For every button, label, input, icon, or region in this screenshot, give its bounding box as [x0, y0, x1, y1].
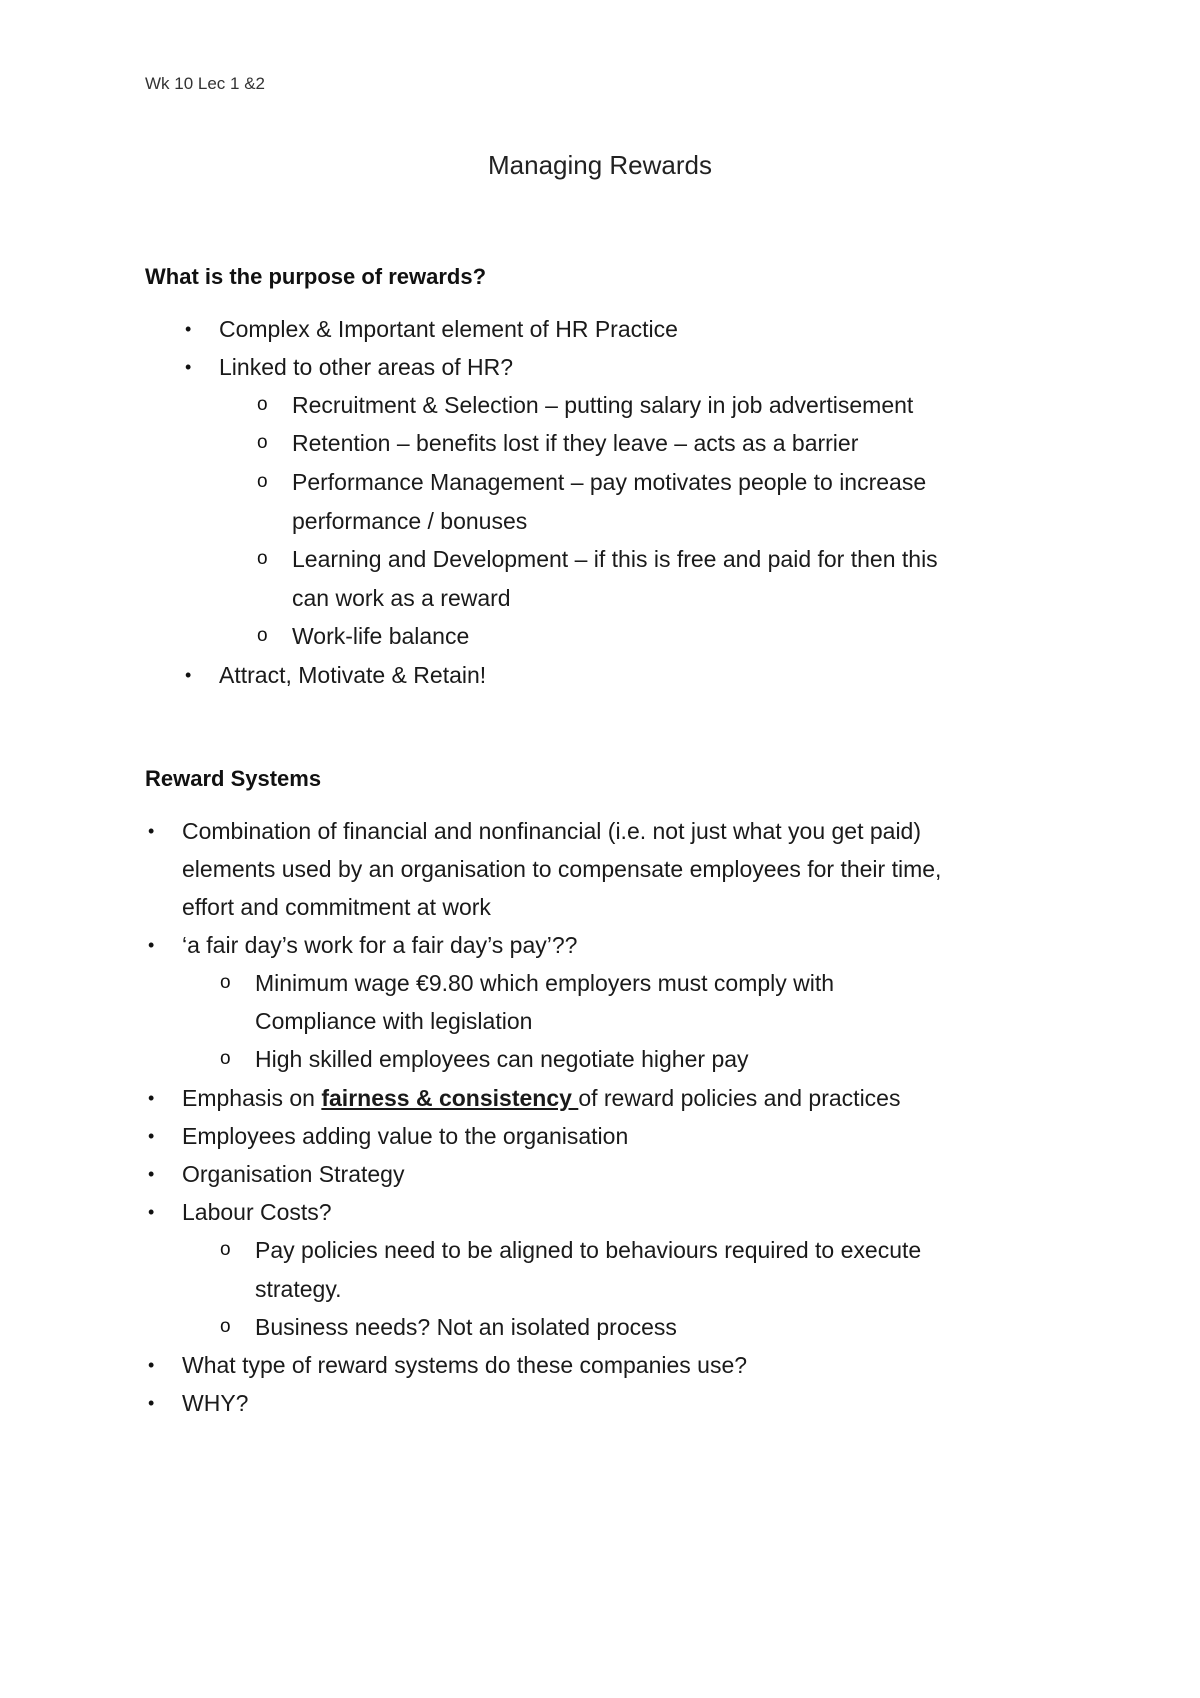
list-item: What type of reward systems do these companies use?: [182, 1352, 748, 1378]
sub-bullet-icon: o: [257, 432, 268, 453]
list-item: Labour Costs?: [182, 1199, 332, 1225]
list-item-continued: elements used by an organisation to compensate employees for their time,: [182, 856, 942, 882]
sub-bullet-icon: o: [257, 471, 268, 492]
sub-bullet-icon: o: [257, 548, 268, 569]
sub-list-item: Learning and Development – if this is free and paid for then this: [292, 546, 938, 572]
emphasis-underlined-text: fairness & consistency: [321, 1085, 579, 1111]
sub-list-item: High skilled employees can negotiate higher pay: [255, 1046, 749, 1072]
sub-bullet-icon: o: [220, 1239, 231, 1260]
sub-list-item: Minimum wage €9.80 which employers must comply with: [255, 970, 835, 996]
list-item: Attract, Motivate & Retain!: [219, 662, 487, 688]
list-item: ‘a fair day’s work for a fair day’s pay’??: [182, 932, 578, 958]
sub-bullet-icon: o: [220, 1316, 231, 1337]
sub-bullet-icon: o: [257, 394, 268, 415]
bullet-icon: •: [148, 1164, 155, 1184]
section-heading-reward-systems: Reward Systems: [145, 766, 322, 791]
page-title: Managing Rewards: [487, 150, 712, 180]
sub-bullet-icon: o: [220, 972, 231, 993]
sub-list-item: Work-life balance: [292, 623, 470, 649]
sub-bullet-icon: o: [220, 1048, 231, 1069]
sub-list-item-continued: can work as a reward: [292, 585, 511, 611]
list-item: Employees adding value to the organisation: [182, 1123, 629, 1149]
emphasis-prefix: Emphasis on: [182, 1085, 322, 1111]
bullet-icon: •: [148, 821, 155, 841]
list-item: Organisation Strategy: [182, 1161, 405, 1187]
bullet-icon: •: [185, 357, 192, 377]
bullet-icon: •: [148, 1126, 155, 1146]
emphasis-suffix: of reward policies and practices: [578, 1085, 901, 1111]
bullet-icon: •: [148, 1355, 155, 1375]
bullet-icon: •: [185, 665, 192, 685]
bullet-icon: •: [148, 1088, 155, 1108]
sub-list-item-continued: strategy.: [255, 1276, 342, 1302]
bullet-icon: •: [148, 1202, 155, 1222]
list-item: Linked to other areas of HR?: [219, 354, 514, 380]
sub-list-item: Retention – benefits lost if they leave – acts as a barrier: [292, 430, 859, 456]
list-item: [182, 1079, 900, 1117]
list-item: WHY?: [182, 1390, 249, 1416]
list-item: Complex & Important element of HR Practice: [219, 316, 678, 342]
sub-bullet-icon: o: [257, 625, 268, 646]
bullet-icon: •: [148, 935, 155, 955]
section-heading-purpose: What is the purpose of rewards?: [145, 264, 487, 289]
page-header: Wk 10 Lec 1 &2: [145, 74, 266, 93]
sub-list-item: Performance Management – pay motivates people to increase: [292, 469, 927, 495]
sub-list-item: Recruitment & Selection – putting salary in job advertisement: [292, 392, 914, 418]
sub-list-item: Pay policies need to be aligned to behaviours required to execute: [255, 1237, 922, 1263]
sub-list-item-continued: Compliance with legislation: [255, 1008, 533, 1034]
bullet-icon: •: [185, 319, 192, 339]
sub-list-item: Business needs? Not an isolated process: [255, 1314, 677, 1340]
sub-list-item-continued: performance / bonuses: [292, 508, 528, 534]
list-item: Combination of financial and nonfinancial (i.e. not just what you get paid): [182, 818, 922, 844]
list-item-continued: effort and commitment at work: [182, 894, 491, 920]
bullet-icon: •: [148, 1393, 155, 1413]
